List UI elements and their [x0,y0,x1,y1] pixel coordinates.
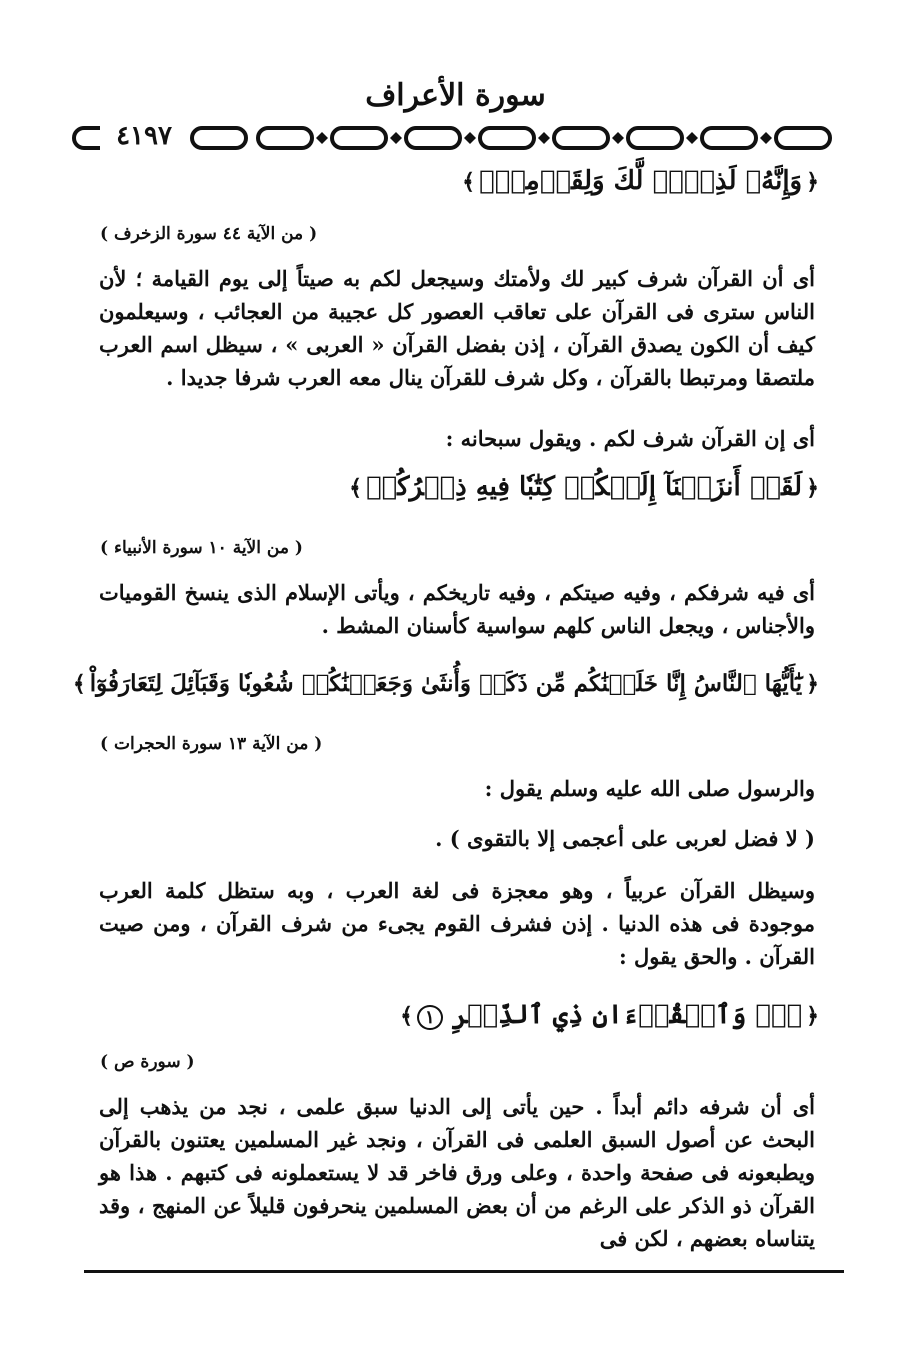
verse-text: وَإِنَّهُۥ لَذِكۡرٞ لَّكَ وَلِقَوۡمِكَۖ [479,166,803,196]
verse-close-ornament: ﴾ [462,169,475,195]
text-line-1: أى إن القرآن شرف لكم . ويقول سبحانه : [445,426,815,451]
verse-close-ornament: ﴾ [400,1003,413,1029]
verse-open-ornament: ﴿ [806,671,819,697]
quran-verse-4 [396,1000,823,1030]
paragraph-4: أى أن شرفه دائم أبداً . حين يأتى إلى الدنيا سبق علمى ، نجد من يذهب إلى البحث عن أصول السبق العلمى فى القرآن ، ونجد غير المسلمين يعتنون بالقرآن ويطبعونه فى صفحة واحدة ، وعلى ورق فاخر قد لا يستعملونه فى كتبهم . هذا هو القرآن ذو الذكر على الرغم من أن بعض المسلمين ينحرفون قليلاً عن المنهج ، وقد يتناساه بعضهم ، لكن فى [99,1094,815,1251]
text-line-2: والرسول صلى الله عليه وسلم يقول : [484,776,815,801]
verse-open-ornament: ﴿ [806,169,819,195]
verse-reference-4: ( سورة ص ) [100,1052,195,1072]
paragraph-2: أى فيه شرفكم ، وفيه صيتكم ، وفيه تاريخكم ، ويأتى الإسلام الذى ينسخ القوميات والأجناس ، ويجعل الناس كلهم سواسية كأسنان المشط . [99,580,815,638]
verse-text: صٓۚ وَٱلۡقُرۡءَانِ ذِي ٱلذِّكۡرِ [451,1000,803,1030]
paragraph-1: أى أن القرآن شرف كبير لك ولأمتك وسيجعل لكم به صيتاً إلى يوم القيامة ؛ لأن الناس سترى فى القرآن على تعاقب العصور كل عجيبة من العجائب ، وسيعلمون كيف أن الكون يصدق القرآن ، إذن بفضل القرآن « العربى » ، سيظل اسم العرب ملتصقا ومرتبطا بالقرآن ، وكل شرف للقرآن ينال معه العرب شرفا جديدا . [99,266,815,390]
verse-open-ornament: ﴿ [806,475,819,501]
quran-verse-1 [458,166,823,196]
verse-reference-2: ( من الآية ١٠ سورة الأنبياء ) [100,538,303,558]
verse-reference-1: ( من الآية ٤٤ سورة الزخرف ) [100,224,318,244]
page-number: ٤١٩٧ [100,118,188,154]
quran-verse-3 [69,670,823,697]
verse-reference-3: ( من الآية ١٣ سورة الحجرات ) [100,734,323,754]
footer-rule [84,1270,844,1273]
verse-close-ornament: ﴾ [72,671,86,697]
verse-number: ١ [417,1005,443,1030]
paragraph-3: وسيظل القرآن عربياً ، وهو معجزة فى لغة العرب ، وبه ستظل كلمة العرب موجودة فى هذه الدنيا . إذن فشرف القوم يجىء من شرف القرآن ، ومن صيت القرآن . والحق يقول : [99,878,815,969]
verse-text: لَقَدۡ أَنزَلۡنَآ إِلَيۡكُمۡ كِتَٰبٗا فِيهِ ذِكۡرُكُمۡ [365,472,803,502]
surah-title: سورة الأعراف [365,78,546,113]
verse-close-ornament: ﴾ [349,475,362,501]
verse-text: يَٰٓأَيُّهَا ٱلنَّاسُ إِنَّا خَلَقۡنَٰكُم مِّن ذَكَرٖ وَأُنثَىٰ وَجَعَلۡنَٰكُمۡ شُعُوبٗا وَقَبَآئِلَ لِتَعَارَفُوٓاْ [89,670,803,697]
hadith-quote: ( لا فضل لعربى على أعجمى إلا بالتقوى ) . [435,826,815,851]
quran-verse-2 [345,472,823,502]
verse-open-ornament: ﴿ [806,1003,819,1029]
